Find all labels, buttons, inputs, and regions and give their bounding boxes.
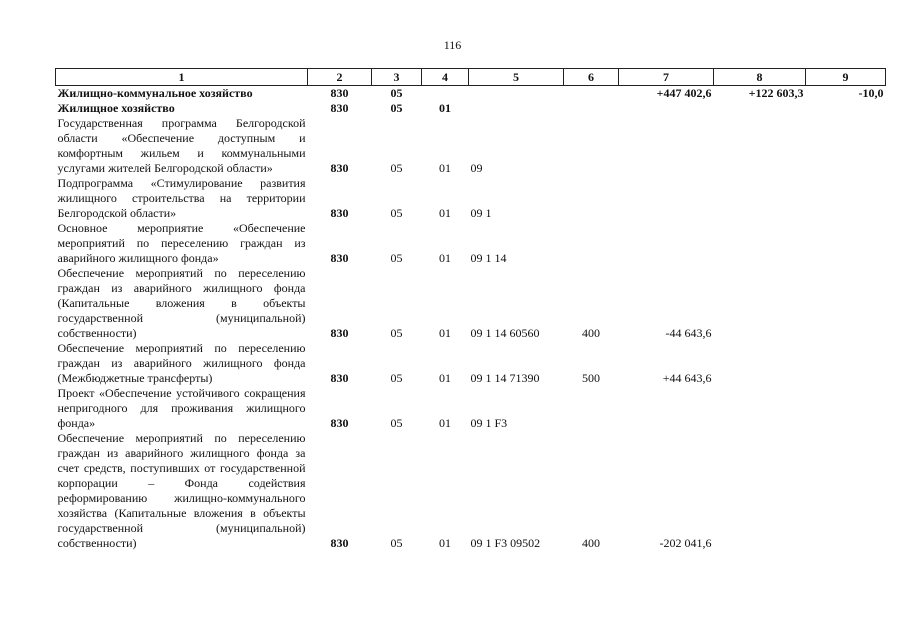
expense-type-cell [564, 86, 619, 102]
header-cell: 9 [806, 69, 886, 86]
subsection-code-cell: 01 [439, 251, 451, 265]
header-cell: 2 [308, 69, 372, 86]
amount-col9-cell [806, 266, 886, 341]
amount-col9-cell [806, 116, 886, 176]
ministry-code-cell: 830 [330, 326, 349, 340]
item-name-cell: Обеспечение мероприятий по переселению граждан из аварийного жилищного фонда (Межбюджетные трансферты) [57, 341, 306, 385]
item-name-cell: Основное мероприятие «Обеспечение мероприятий по переселению граждан из аварийного жилищного фонда» [57, 221, 306, 265]
item-name-cell: Проект «Обеспечение устойчивого сокращения непригодного для проживания жилищного фонда» [57, 386, 306, 430]
amount-col7-cell: +44 643,6 [662, 371, 712, 385]
amount-col9-cell: -10,0 [858, 86, 884, 100]
expense-type-cell [564, 386, 619, 431]
target-article-cell: 09 1 F3 09502 [470, 536, 541, 550]
target-article-cell: 09 [470, 161, 483, 175]
amount-col8-cell [714, 221, 806, 266]
expense-type-cell [564, 221, 619, 266]
section-code-cell: 05 [390, 536, 403, 550]
expense-type-cell: 400 [582, 536, 600, 550]
subsection-code-cell: 01 [439, 101, 451, 115]
table-row [56, 386, 886, 431]
expense-type-cell [564, 176, 619, 221]
amount-col9-cell [806, 341, 886, 386]
header-cell: 8 [714, 69, 806, 86]
ministry-code-cell: 830 [330, 536, 349, 550]
target-article-cell: 09 1 [470, 206, 492, 220]
table-row [56, 176, 886, 221]
amount-col9-cell [806, 221, 886, 266]
expense-type-cell [564, 116, 619, 176]
subsection-code-cell [422, 86, 469, 102]
subsection-code-cell: 01 [439, 206, 451, 220]
amount-col7-cell [619, 116, 714, 176]
section-code-cell: 05 [390, 86, 403, 100]
target-article-cell: 09 1 F3 [470, 416, 508, 430]
header-cell: 5 [469, 69, 564, 86]
header-cell: 1 [56, 69, 308, 86]
table-row [56, 101, 886, 116]
item-name-cell: Подпрограмма «Стимулирование развития жилищного строительства на территории Белгородской области» [57, 176, 306, 220]
page-number: 116 [443, 38, 462, 52]
table-row [56, 116, 886, 176]
target-article-cell [469, 86, 564, 102]
amount-col7-cell: -202 041,6 [659, 536, 712, 550]
amount-col7-cell: +447 402,6 [656, 86, 712, 100]
item-name-cell: Жилищное хозяйство [57, 101, 175, 115]
section-code-cell: 05 [390, 371, 403, 385]
target-article-cell: 09 1 14 71390 [470, 371, 540, 385]
amount-col9-cell [806, 101, 886, 116]
amount-col8-cell [714, 386, 806, 431]
section-code-cell: 05 [390, 326, 403, 340]
header-row [56, 69, 886, 86]
section-code-cell: 05 [390, 161, 403, 175]
header-cell: 6 [564, 69, 619, 86]
subsection-code-cell: 01 [439, 326, 451, 340]
item-name-cell: Жилищно-коммунальное хозяйство [57, 86, 253, 100]
amount-col8-cell [714, 266, 806, 341]
amount-col7-cell [619, 176, 714, 221]
header-cell: 4 [422, 69, 469, 86]
ministry-code-cell: 830 [330, 161, 349, 175]
ministry-code-cell: 830 [330, 416, 349, 430]
table-row [56, 86, 886, 102]
section-code-cell: 05 [390, 251, 403, 265]
ministry-code-cell: 830 [330, 86, 349, 100]
item-name-cell: Обеспечение мероприятий по переселению граждан из аварийного жилищного фонда за счет средств, поступивших от государственной корпорации – Фонда содействия реформированию жилищно-коммунального хозяйства (Капитальные вложения в объекты государственной (муниципальной) собственности) [57, 431, 306, 550]
target-article-cell [469, 101, 564, 116]
amount-col9-cell [806, 431, 886, 551]
amount-col8-cell [714, 431, 806, 551]
table-row [56, 266, 886, 341]
header-cell: 7 [619, 69, 714, 86]
section-code-cell: 05 [390, 101, 403, 115]
subsection-code-cell: 01 [439, 416, 451, 430]
amount-col9-cell [806, 176, 886, 221]
item-name-cell: Государственная программа Белгородской области «Обеспечение доступным и комфортным жильем и коммунальными услугами жителей Белгородской области» [57, 116, 306, 175]
ministry-code-cell: 830 [330, 371, 349, 385]
section-code-cell: 05 [390, 206, 403, 220]
budget-table [55, 68, 886, 551]
ministry-code-cell: 830 [330, 101, 349, 115]
amount-col7-cell [619, 101, 714, 116]
amount-col8-cell: +122 603,3 [748, 86, 804, 100]
subsection-code-cell: 01 [439, 371, 451, 385]
amount-col7-cell [619, 221, 714, 266]
section-code-cell: 05 [390, 416, 403, 430]
target-article-cell: 09 1 14 60560 [470, 326, 540, 340]
table-row [56, 431, 886, 551]
ministry-code-cell: 830 [330, 206, 349, 220]
amount-col8-cell [714, 176, 806, 221]
table-row [56, 221, 886, 266]
expense-type-cell [564, 101, 619, 116]
expense-type-cell: 500 [582, 371, 600, 385]
amount-col9-cell [806, 386, 886, 431]
expense-type-cell: 400 [582, 326, 600, 340]
table-row [56, 341, 886, 386]
target-article-cell: 09 1 14 [470, 251, 507, 265]
amount-col8-cell [714, 341, 806, 386]
amount-col8-cell [714, 101, 806, 116]
subsection-code-cell: 01 [439, 161, 451, 175]
amount-col8-cell [714, 116, 806, 176]
subsection-code-cell: 01 [439, 536, 451, 550]
ministry-code-cell: 830 [330, 251, 349, 265]
item-name-cell: Обеспечение мероприятий по переселению граждан из аварийного жилищного фонда (Капитальные вложения в объекты государственной (муниципальной) собственности) [57, 266, 306, 340]
amount-col7-cell: -44 643,6 [665, 326, 712, 340]
amount-col7-cell [619, 386, 714, 431]
header-cell: 3 [372, 69, 422, 86]
